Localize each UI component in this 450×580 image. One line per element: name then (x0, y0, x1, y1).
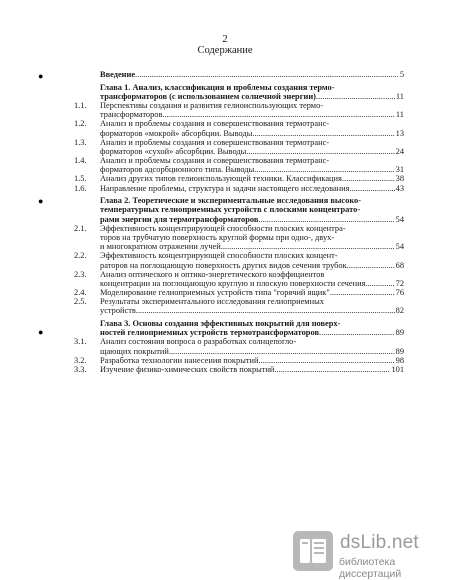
toc-number: 3.2. (74, 355, 87, 365)
toc-leader-dots (350, 184, 395, 193)
toc-text: температурных гелиоприемных устройств с плоскими концентрато- (100, 205, 361, 215)
dslib-logo-icon (292, 530, 334, 572)
toc-line (74, 261, 404, 270)
toc-line (74, 138, 404, 147)
toc-line (74, 196, 404, 205)
toc-number: 2.4. (74, 288, 87, 298)
toc-leader-dots (246, 147, 394, 156)
toc-number: 3.3. (74, 364, 87, 374)
toc-page-number: 98 (395, 355, 404, 365)
toc-line (74, 347, 404, 356)
margin-bullet-1: ● (38, 71, 44, 81)
toc-leader-dots (169, 347, 395, 356)
toc-number: 2.3. (74, 269, 87, 279)
toc-line (74, 365, 404, 374)
toc-text: трансформаторов (100, 110, 163, 120)
toc-line (74, 251, 404, 260)
toc-text: форматоров адсорбционного типа. Выводы (100, 165, 255, 175)
toc-page-number: 82 (395, 306, 404, 316)
toc-leader-dots (258, 215, 394, 224)
toc-text: Эффективность концентрирующей способности плоских концент- (100, 251, 338, 261)
toc-line (74, 92, 404, 101)
toc-text: Глава 2. Теоретические и экспериментальные исследования высоко- (100, 196, 362, 206)
toc-leader-dots (221, 242, 395, 251)
toc-page-number: 89 (395, 328, 404, 338)
toc-text: Анализ состояния вопроса о разработках солнцепогло- (100, 337, 297, 347)
toc-leader-dots (135, 70, 399, 79)
toc-page-number: 5 (399, 70, 404, 79)
toc-number: 1.2. (74, 119, 87, 129)
toc-page-number: 76 (395, 288, 404, 298)
toc-line (74, 328, 404, 337)
toc-text: Глава 3. Основы создания эффективных покрытий для поверх- (100, 319, 341, 329)
toc-page-number: 72 (395, 278, 404, 288)
toc-text: Эффективность концентрирующей способности плоских концентра- (100, 223, 346, 233)
toc-line (74, 83, 404, 92)
watermark-subtitle: библиотека диссертаций (339, 556, 402, 580)
toc-page-number: 38 (395, 174, 404, 184)
toc-text: торов на трубчатую поверхность круглой формы при одно-, двух- (100, 232, 335, 242)
toc-text: трансформаторов (с использованием солнечной энергии) (100, 91, 316, 101)
toc-text: рами энергии для термотрансформаторов (100, 214, 259, 224)
toc-text: Анализ и проблемы создания и совершенствования термотранс- (100, 156, 330, 166)
toc-number: 1.4. (74, 156, 87, 166)
toc-line (74, 165, 404, 174)
toc-leader-dots (162, 110, 394, 119)
toc-text: форматоров «сухой» абсорбции. Выводы (100, 146, 247, 156)
toc-number: 1.6. (74, 183, 87, 193)
toc-page-number: 68 (395, 260, 404, 270)
toc-line (74, 224, 404, 233)
toc-line (74, 184, 404, 193)
toc-text: раторов на поглощающую поверхность других видов сечения трубок (100, 260, 347, 270)
toc-text: Направление проблемы, структура и задачи настоящего исследования (100, 183, 350, 193)
toc-number: 2.1. (74, 223, 87, 233)
toc-text: щающих покрытий (100, 346, 169, 356)
toc-leader-dots (274, 365, 390, 374)
toc-page-number: 11 (395, 110, 404, 120)
toc-line (74, 119, 404, 128)
watermark-title: dsLib.net (340, 532, 419, 553)
toc-number: 2.5. (74, 297, 87, 307)
toc-line (74, 356, 404, 365)
toc-text: Анализ и проблемы создания и совершенствования термотранс- (100, 119, 330, 129)
toc-text: Введение (100, 70, 136, 79)
toc-leader-dots (258, 356, 394, 365)
toc-text: ностей гелиоприемных устройств термотрансформаторов (100, 328, 319, 338)
toc-page-number: 11 (395, 91, 404, 101)
page-title: Содержание (197, 45, 253, 56)
toc-number: 1.5. (74, 174, 87, 184)
toc-text: Глава 1. Анализ, классификация и проблемы создания термо- (100, 82, 335, 92)
toc-page-number: 101 (391, 364, 404, 374)
page-number: 2 (222, 33, 228, 45)
toc-text: Анализ других типов гелиоиспользующей техники. Классификация (100, 174, 342, 184)
margin-bullet-2: ● (38, 196, 44, 206)
toc-page-number: 54 (395, 214, 404, 224)
toc-number: 3.1. (74, 337, 87, 347)
toc-leader-dots (347, 261, 395, 270)
toc-line (74, 101, 404, 110)
table-of-contents (74, 70, 404, 374)
toc-page-number: 13 (395, 128, 404, 138)
toc-number: 1.1. (74, 100, 87, 110)
toc-line (74, 129, 404, 138)
toc-leader-dots (365, 279, 394, 288)
toc-line (74, 288, 404, 297)
toc-page-number: 31 (395, 165, 404, 175)
toc-line (74, 147, 404, 156)
toc-line (74, 279, 404, 288)
toc-number: 2.2. (74, 251, 87, 261)
toc-line (74, 156, 404, 165)
toc-line (74, 110, 404, 119)
toc-text: концентрации на поглощающую круглую и плоскую поверхности сечения (100, 278, 366, 288)
toc-line (74, 242, 404, 251)
toc-line (74, 319, 404, 328)
dslib-watermark (292, 530, 442, 580)
toc-page-number: 54 (395, 242, 404, 252)
toc-text: Анализ оптического и оптико-энергетического коэффициентов (100, 269, 325, 279)
toc-text: Анализ и проблемы создания и совершенствования термотранс- (100, 137, 330, 147)
toc-text: Изучение физико-химических свойств покрытий (100, 364, 275, 374)
toc-text: Разработка технологии нанесения покрытий (100, 355, 259, 365)
toc-text: Результаты экспериментального исследования гелиоприемных (100, 297, 324, 307)
margin-bullet-3: ● (38, 327, 44, 337)
toc-line (74, 205, 404, 214)
toc-text: Моделирование гелиоприемных устройств типа "горячий ящик" (100, 288, 330, 298)
toc-leader-dots (319, 328, 395, 337)
toc-line (74, 337, 404, 346)
toc-leader-dots (252, 129, 394, 138)
toc-leader-dots (254, 165, 394, 174)
toc-text: Перспективы создания и развития гелиоиспользующих термо- (100, 100, 324, 110)
toc-line (74, 233, 404, 242)
toc-text: форматоров «мокрой» абсорбции. Выводы (100, 128, 253, 138)
toc-leader-dots (136, 306, 395, 315)
toc-line (74, 306, 404, 315)
toc-text: и многократном отражении лучей (100, 242, 221, 252)
toc-leader-dots (316, 92, 395, 101)
toc-line (74, 70, 404, 79)
toc-page-number: 89 (395, 346, 404, 356)
toc-line (74, 174, 404, 183)
toc-leader-dots (330, 288, 395, 297)
toc-page-number: 24 (395, 146, 404, 156)
toc-line (74, 215, 404, 224)
toc-line (74, 270, 404, 279)
toc-leader-dots (342, 174, 395, 183)
toc-line (74, 297, 404, 306)
toc-text: устройств (100, 306, 136, 316)
toc-page-number: 43 (395, 183, 404, 193)
toc-number: 1.3. (74, 137, 87, 147)
